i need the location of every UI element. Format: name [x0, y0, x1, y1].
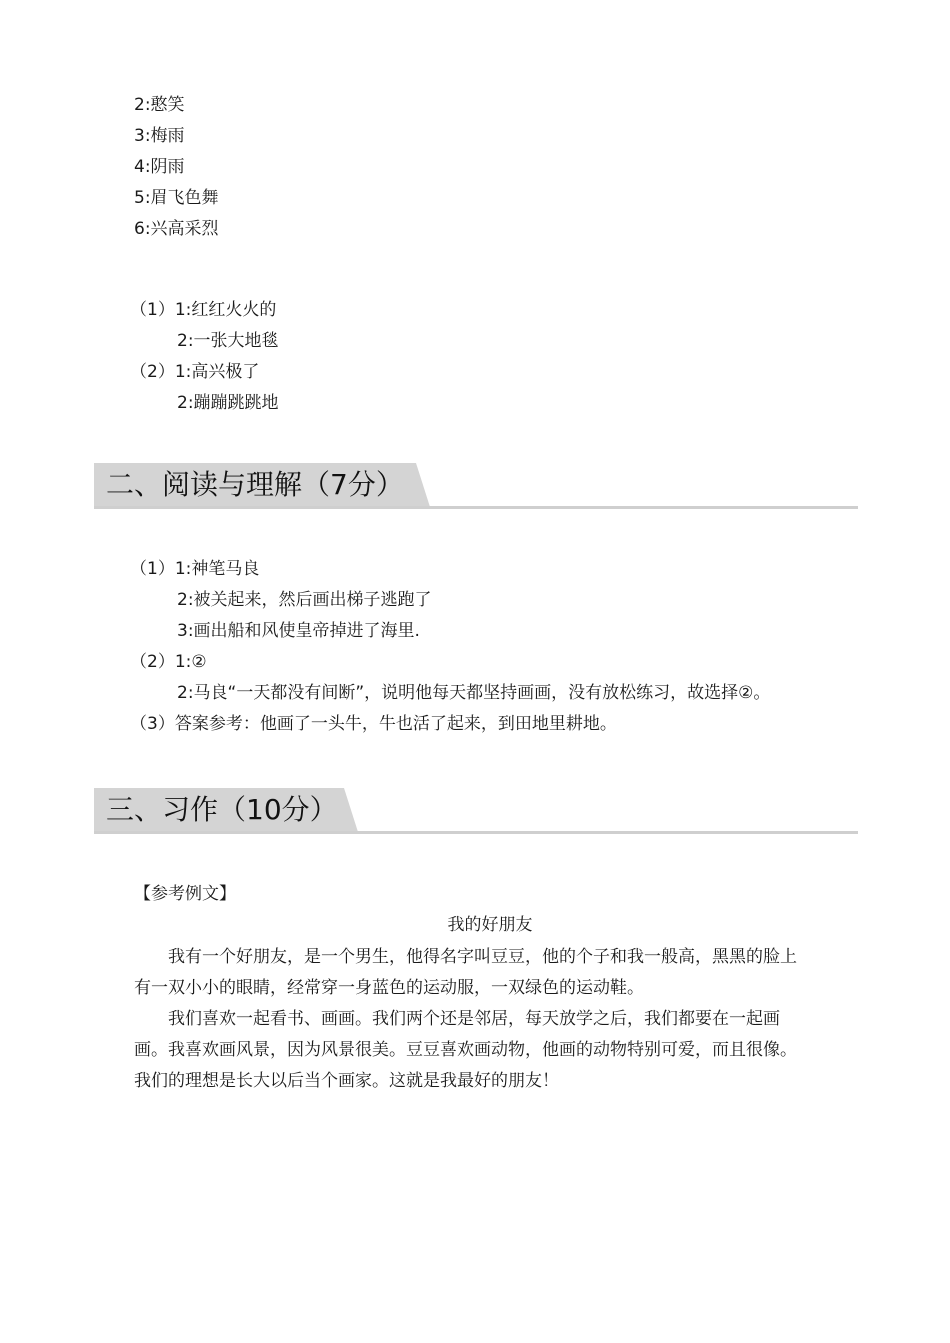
- essay-para1-line2: 有一双小小的眼睛，经常穿一身蓝色的运动服，一双绿色的运动鞋。: [134, 978, 644, 998]
- sub-answer-1a: （1）1:红红火火的: [130, 300, 277, 320]
- reading-answer-2b: 2:马良“一天都没有间断”，说明他每天都坚持画画，没有放松练习，故选择②。: [177, 683, 771, 703]
- section-3-title: 三、习作（10分）: [106, 793, 338, 826]
- essay-para2-line2: 画。我喜欢画风景，因为风景很美。豆豆喜欢画动物，他画的动物特别可爱，而且很像。: [134, 1040, 797, 1060]
- section-2-rule: [94, 506, 858, 509]
- answer-word-2: 2:憨笑: [134, 95, 185, 115]
- reading-answer-3: （3）答案参考：他画了一头牛，牛也活了起来，到田地里耕地。: [130, 714, 617, 734]
- answer-word-6: 6:兴高采烈: [134, 219, 219, 239]
- essay-para1-line1: 我有一个好朋友，是一个男生，他得名字叫豆豆，他的个子和我一般高，黑黑的脸上: [168, 947, 797, 967]
- essay-para2-line1: 我们喜欢一起看书、画画。我们两个还是邻居，每天放学之后，我们都要在一起画: [168, 1009, 780, 1029]
- reading-answer-1c: 3:画出船和风使皇帝掉进了海里.: [177, 621, 420, 641]
- section-3-header: [94, 788, 858, 834]
- reference-label: 【参考例文】: [134, 884, 236, 904]
- answer-word-4: 4:阴雨: [134, 157, 185, 177]
- section-2-header: [94, 463, 858, 509]
- reading-answer-2a: （2）1:②: [130, 652, 207, 672]
- section-3-rule: [94, 831, 858, 834]
- sub-answer-2a: （2）1:高兴极了: [130, 362, 260, 382]
- essay-para2-line3: 我们的理想是长大以后当个画家。这就是我最好的朋友！: [134, 1071, 559, 1091]
- essay-title: 我的好朋友: [447, 915, 533, 935]
- section-2-title: 二、阅读与理解（7分）: [106, 468, 404, 501]
- reading-answer-1a: （1）1:神笔马良: [130, 559, 260, 579]
- answer-word-5: 5:眉飞色舞: [134, 188, 219, 208]
- sub-answer-2b: 2:蹦蹦跳跳地: [177, 393, 279, 413]
- reading-answer-1b: 2:被关起来，然后画出梯子逃跑了: [177, 590, 432, 610]
- sub-answer-1b: 2:一张大地毯: [177, 331, 279, 351]
- answer-word-3: 3:梅雨: [134, 126, 185, 146]
